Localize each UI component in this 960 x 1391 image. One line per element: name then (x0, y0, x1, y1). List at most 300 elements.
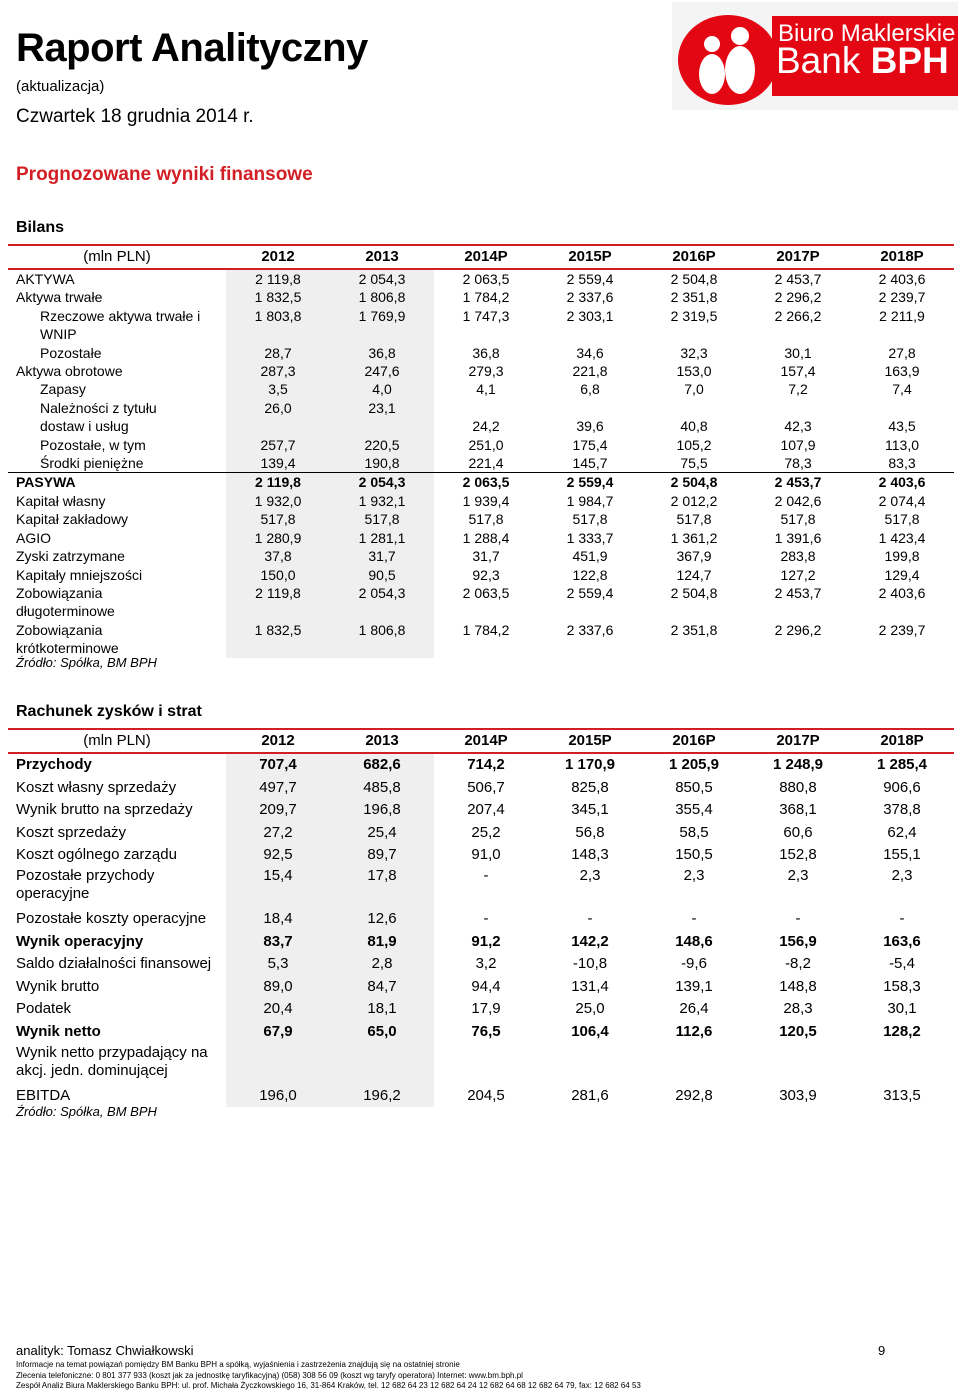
table-cell: 42,3 (784, 418, 812, 435)
row-label: EBITDA (16, 1086, 71, 1104)
table-cell: 209,7 (226, 799, 330, 822)
table-cell: 2,8 (330, 953, 434, 976)
table-cell: 26,4 (679, 1000, 709, 1018)
table-cell: -8,2 (785, 955, 811, 973)
table-cell: 2 559,4 (566, 584, 614, 601)
table-cell: 3,2 (475, 955, 497, 973)
rzis-title: Rachunek zysków i strat (16, 703, 202, 720)
bilans-col-header: 2016P (642, 245, 746, 269)
table-row (8, 362, 954, 380)
table-cell: 84,7 (330, 976, 434, 999)
table-cell: - (691, 909, 697, 927)
row-label: Kapitał zakładowy (16, 511, 129, 528)
row-label: AKTYWA (16, 271, 75, 287)
table-cell: 7,0 (684, 381, 704, 398)
row-label: Zobowiązania długoterminowe (16, 584, 115, 620)
table-cell: 2 063,5 (462, 584, 510, 601)
table-cell: 825,8 (571, 778, 609, 796)
table-cell: 2 239,7 (878, 289, 926, 306)
table-cell: 190,8 (330, 454, 434, 473)
rzis-col-header: 2017P (746, 729, 850, 753)
table-cell: 31,7 (330, 547, 434, 565)
table-cell: 18,1 (330, 998, 434, 1021)
table-cell: 27,8 (888, 344, 916, 361)
table-cell: 155,1 (883, 846, 921, 864)
report-subtitle: (aktualizacja) (16, 78, 105, 95)
table-cell: 3,5 (226, 380, 330, 398)
table-cell: 2 403,6 (878, 584, 926, 601)
row-label: Środki pieniężne (40, 455, 144, 472)
row-label: Rzeczowe aktywa trwałe i WNIP (40, 307, 201, 343)
table-cell: 251,0 (468, 436, 504, 453)
rzis-col-header: 2015P (538, 729, 642, 753)
section-title: Prognozowane wyniki finansowe (16, 164, 313, 185)
table-cell: 2 054,3 (330, 584, 434, 621)
bilans-source: Źródło: Spółka, BM BPH (16, 655, 157, 670)
table-cell: 281,6 (571, 1086, 609, 1104)
table-cell: 30,1 (784, 344, 812, 361)
table-cell: 2 504,8 (642, 473, 746, 492)
table-cell: 78,3 (784, 455, 812, 472)
table-cell: 25,2 (471, 823, 501, 841)
row-label: Wynik netto przypadający na akcj. jedn. dominującej (16, 1043, 208, 1080)
table-row (8, 799, 954, 822)
row-label: Aktywa obrotowe (16, 363, 123, 380)
table-row (8, 454, 954, 473)
table-row (8, 510, 954, 528)
row-label: Zobowiązania krótkoterminowe (16, 621, 119, 657)
table-cell: 89,7 (330, 844, 434, 867)
table-row (8, 753, 954, 777)
table-cell: 83,3 (888, 455, 916, 472)
row-label: Zapasy (40, 381, 86, 398)
table-cell: 2,3 (683, 866, 705, 884)
row-label: Pozostałe przychody operacyjne (16, 866, 155, 903)
table-cell: 1 285,4 (876, 756, 928, 773)
table-cell: 517,8 (676, 511, 712, 528)
table-cell: 150,5 (675, 846, 713, 864)
table-cell: 2 504,8 (670, 271, 718, 287)
bilans-col-header: 2012 (226, 245, 330, 269)
footer-contact: Zlecenia telefoniczne: 0 801 377 933 (koszt jak za jednostkę taryfikacyjną) (058) 308 56 09 (koszt wg taryfy operatora) Internet: www.bm.bph.pl (16, 1371, 523, 1380)
table-cell: 1 391,6 (774, 529, 822, 546)
table-cell: 2 054,3 (330, 473, 434, 492)
logo-text-bank: Bank BPH (776, 40, 949, 81)
table-cell: 40,8 (680, 418, 708, 435)
table-cell: 65,0 (330, 1021, 434, 1044)
table-cell: 1 423,4 (878, 529, 926, 546)
table-cell: 378,8 (883, 801, 921, 819)
table-cell: 32,3 (680, 344, 708, 361)
table-cell: -9,6 (681, 955, 707, 973)
table-cell: 451,9 (572, 548, 608, 565)
table-cell: 131,4 (571, 977, 609, 995)
table-cell: 158,3 (883, 977, 921, 995)
table-row (8, 844, 954, 867)
table-cell: 367,9 (676, 548, 712, 565)
table-cell: 196,0 (226, 1085, 330, 1108)
table-row (8, 1021, 954, 1044)
table-row (8, 436, 954, 454)
row-label: Należności z tytułu dostaw i usług (40, 399, 157, 435)
row-label: PASYWA (8, 473, 226, 492)
table-row (8, 529, 954, 547)
bilans-unit-header: (mln PLN) (8, 245, 226, 269)
table-cell: 1 769,9 (330, 307, 434, 344)
bilans-table (8, 244, 954, 658)
table-row (8, 269, 954, 288)
table-cell: 1 832,5 (226, 288, 330, 306)
table-cell: 1 806,8 (330, 621, 434, 658)
table-row (8, 547, 954, 565)
table-cell: 56,8 (575, 823, 605, 841)
table-cell: 517,8 (572, 511, 608, 528)
table-cell: 6,8 (580, 381, 600, 398)
table-cell: 92,3 (472, 566, 500, 583)
row-label: Koszt ogólnego zarządu (16, 846, 177, 864)
table-row (8, 998, 954, 1021)
row-label: Pozostałe (40, 344, 102, 361)
rzis-source: Źródło: Spółka, BM BPH (16, 1104, 157, 1119)
table-row (8, 822, 954, 845)
table-cell: 105,2 (676, 436, 712, 453)
table-cell: 31,7 (472, 548, 500, 565)
table-cell: 24,2 (472, 418, 500, 435)
table-cell: 2 403,6 (878, 271, 926, 287)
table-cell: 7,4 (892, 381, 912, 398)
rzis-unit-header: (mln PLN) (8, 729, 226, 753)
bilans-col-header: 2018P (850, 245, 954, 269)
table-cell: 4,1 (476, 381, 496, 398)
table-cell: 2 296,2 (774, 289, 822, 306)
rzis-col-header: 2014P (434, 729, 538, 753)
table-cell: 2 119,8 (226, 269, 330, 288)
table-cell: 1 205,9 (668, 756, 720, 773)
table-row (8, 492, 954, 510)
table-cell: 90,5 (330, 566, 434, 584)
table-cell: 142,2 (571, 932, 609, 950)
table-cell: 707,4 (226, 753, 330, 777)
bilans-col-header: 2015P (538, 245, 642, 269)
report-title: Raport Analityczny (16, 26, 368, 70)
table-cell: 28,7 (226, 344, 330, 362)
row-label: Koszt własny sprzedaży (16, 778, 177, 796)
table-cell: 4,0 (330, 380, 434, 398)
table-cell: 2 266,2 (774, 307, 822, 324)
table-cell (330, 1044, 434, 1085)
table-cell: 18,4 (226, 908, 330, 931)
logo-text-biuro: Biuro Maklerskie (778, 20, 956, 47)
table-cell: 89,0 (226, 976, 330, 999)
table-cell: 1 984,7 (566, 492, 614, 509)
table-cell: 20,4 (226, 998, 330, 1021)
row-label: Wynik brutto na sprzedaży (16, 801, 193, 819)
table-cell: 122,8 (572, 566, 608, 583)
table-cell: 163,9 (884, 363, 920, 380)
table-cell: 2 351,8 (670, 289, 718, 306)
table-cell: 75,5 (680, 455, 708, 472)
table-cell: 279,3 (468, 363, 504, 380)
row-label: Zyski zatrzymane (16, 548, 125, 565)
table-cell: 17,8 (330, 867, 434, 908)
table-cell: 175,4 (572, 436, 608, 453)
table-row (8, 867, 954, 908)
table-cell: 1 939,4 (462, 492, 510, 509)
table-cell: 91,2 (471, 932, 501, 950)
table-row (8, 931, 954, 954)
table-cell: 2,3 (579, 866, 601, 884)
table-cell: 2 351,8 (670, 621, 718, 638)
table-cell: 1 932,0 (226, 492, 330, 510)
table-cell: 2 054,3 (330, 269, 434, 288)
table-cell (538, 1044, 642, 1085)
table-row (8, 288, 954, 306)
row-label: Wynik operacyjny (16, 932, 144, 950)
table-cell: 1 803,8 (226, 307, 330, 344)
table-cell: 37,8 (226, 547, 330, 565)
table-row (8, 473, 954, 492)
table-cell: 81,9 (330, 931, 434, 954)
bilans-col-header: 2017P (746, 245, 850, 269)
table-cell: 517,8 (330, 510, 434, 528)
table-cell: 221,4 (468, 455, 504, 472)
table-cell: 76,5 (471, 1022, 501, 1040)
table-cell: 517,8 (884, 511, 920, 528)
table-cell: 39,6 (576, 418, 604, 435)
table-cell: 23,1 (330, 399, 434, 436)
table-cell: 7,2 (788, 381, 808, 398)
table-cell: 1 361,2 (670, 529, 718, 546)
table-cell: 517,8 (226, 510, 330, 528)
row-label: Aktywa trwałe (16, 289, 103, 306)
table-cell: - (483, 866, 489, 884)
row-label: AGIO (16, 529, 52, 546)
table-cell: 2 559,4 (566, 271, 614, 287)
table-cell: 91,0 (471, 846, 501, 864)
table-cell: 2 119,8 (226, 584, 330, 621)
table-cell: -5,4 (889, 955, 915, 973)
logo-text-grupa: grupa GE Capital (860, 79, 958, 93)
table-cell: 1 784,2 (462, 289, 510, 306)
table-cell: 714,2 (467, 756, 505, 773)
table-cell: 1 784,2 (462, 621, 510, 638)
table-cell: 2,3 (891, 866, 913, 884)
row-label: Kapitał własny (16, 492, 106, 509)
report-date: Czwartek 18 grudnia 2014 r. (16, 106, 254, 127)
bilans-title: Bilans (16, 219, 65, 236)
table-cell: - (899, 909, 905, 927)
table-cell: 5,3 (226, 953, 330, 976)
rzis-col-header: 2013 (330, 729, 434, 753)
table-cell: 1 932,1 (330, 492, 434, 510)
table-cell: 156,9 (779, 932, 817, 950)
rzis-col-header: 2018P (850, 729, 954, 753)
row-label: Kapitały mniejszości (16, 566, 143, 583)
table-cell (746, 1044, 850, 1085)
table-cell: 1 281,1 (330, 529, 434, 547)
table-cell: 368,1 (779, 801, 817, 819)
table-cell: 2 119,8 (226, 473, 330, 492)
table-cell: 257,7 (226, 436, 330, 454)
table-cell (642, 1044, 746, 1085)
row-label: Pozostałe koszty operacyjne (16, 909, 207, 927)
page-number: 9 (878, 1343, 886, 1358)
table-cell: 2 453,7 (774, 584, 822, 601)
table-cell: 83,7 (226, 931, 330, 954)
table-row (8, 953, 954, 976)
row-label: Wynik netto (16, 1022, 101, 1040)
table-cell: 153,0 (676, 363, 712, 380)
table-cell: 27,2 (226, 822, 330, 845)
table-cell: - (795, 909, 801, 927)
table-cell: 2 559,4 (538, 473, 642, 492)
table-cell: 313,5 (883, 1086, 921, 1104)
table-cell: 12,6 (330, 908, 434, 931)
table-cell: 62,4 (887, 823, 917, 841)
table-row (8, 344, 954, 362)
table-cell: 517,8 (468, 511, 504, 528)
table-cell: 25,0 (575, 1000, 605, 1018)
table-cell: 506,7 (467, 778, 505, 796)
table-row (8, 908, 954, 931)
row-label: Saldo działalności finansowej (16, 955, 212, 973)
table-cell: 15,4 (226, 867, 330, 908)
table-cell (434, 1044, 538, 1085)
table-cell: 124,7 (676, 566, 712, 583)
rzis-table (8, 728, 954, 1107)
table-cell: 2 319,5 (670, 307, 718, 324)
row-label: Wynik brutto (16, 977, 100, 995)
table-cell: 517,8 (780, 511, 816, 528)
table-cell: 850,5 (675, 778, 713, 796)
row-label: Podatek (16, 1000, 72, 1018)
table-row (8, 399, 954, 436)
table-cell: 2 063,5 (462, 271, 510, 287)
table-cell: 1 248,9 (772, 756, 824, 773)
table-cell: 199,8 (884, 548, 920, 565)
table-cell: 129,4 (884, 566, 920, 583)
table-cell: 2 211,9 (879, 307, 925, 324)
table-cell: 17,9 (471, 1000, 501, 1018)
table-cell: 58,5 (679, 823, 709, 841)
table-cell: 30,1 (887, 1000, 917, 1018)
table-cell: 148,3 (571, 846, 609, 864)
table-cell: 196,2 (330, 1085, 434, 1108)
row-label: Przychody (16, 756, 92, 773)
table-cell: 497,7 (226, 777, 330, 800)
table-cell: 220,5 (330, 436, 434, 454)
table-row (8, 584, 954, 621)
table-cell: 150,0 (226, 566, 330, 584)
table-cell: 139,4 (226, 454, 330, 473)
table-cell: 67,9 (226, 1021, 330, 1044)
rzis-col-header: 2016P (642, 729, 746, 753)
table-cell: 25,4 (330, 822, 434, 845)
table-cell: 292,8 (675, 1086, 713, 1104)
table-cell: 303,9 (779, 1086, 817, 1104)
row-label: Pozostałe, w tym (40, 436, 146, 453)
footer-address: Zespół Analiz Biura Maklerskiego Banku BPH: ul. prof. Michała Życzkowskiego 16, 31-864 Kraków, tel. 12 682 64 23 12 682 64 24 12 682 64 68 12 682 64 79, fax: 12 682 64 53 (16, 1381, 641, 1390)
table-cell: 2 296,2 (774, 621, 822, 638)
table-cell: 2 453,7 (774, 271, 822, 287)
table-cell: 1 333,7 (566, 529, 614, 546)
table-cell: 2 504,8 (670, 584, 718, 601)
table-cell: 152,8 (779, 846, 817, 864)
table-cell: 128,2 (883, 1022, 921, 1040)
table-cell: 106,4 (571, 1022, 609, 1040)
table-cell: 145,7 (572, 455, 608, 472)
table-cell: 880,8 (779, 778, 817, 796)
table-cell: 1 832,5 (226, 621, 330, 658)
table-cell: 113,0 (885, 436, 919, 453)
row-label: Koszt sprzedaży (16, 823, 127, 841)
table-cell: 120,5 (779, 1022, 817, 1040)
table-cell: -10,8 (572, 955, 608, 973)
table-cell: 355,4 (675, 801, 713, 819)
table-cell: 1 170,9 (564, 756, 616, 773)
bilans-col-header: 2014P (434, 245, 538, 269)
table-cell: 163,6 (883, 932, 921, 950)
table-cell: 682,6 (330, 753, 434, 777)
table-cell: 34,6 (576, 344, 604, 361)
table-row (8, 380, 954, 398)
bilans-col-header: 2013 (330, 245, 434, 269)
table-cell: 247,6 (330, 362, 434, 380)
table-cell: - (587, 909, 593, 927)
table-cell: 221,8 (572, 363, 608, 380)
table-row (8, 621, 954, 658)
table-cell: - (483, 909, 489, 927)
table-cell: 36,8 (330, 344, 434, 362)
table-cell: 906,6 (883, 778, 921, 796)
table-row (8, 566, 954, 584)
table-cell: 287,3 (226, 362, 330, 380)
table-cell: 1 747,3 (462, 307, 510, 324)
table-cell: 148,6 (675, 932, 713, 950)
table-cell: 112,6 (675, 1022, 713, 1040)
table-cell: 2 074,4 (878, 492, 926, 509)
table-cell: 43,5 (888, 418, 916, 435)
analyst-name: analityk: Tomasz Chwiałkowski (16, 1343, 194, 1358)
table-cell: 196,8 (330, 799, 434, 822)
table-cell: 2 337,6 (566, 289, 614, 306)
table-cell: 2 337,6 (566, 621, 614, 638)
table-cell: 2 042,6 (774, 492, 822, 509)
table-cell: 2 239,7 (878, 621, 926, 638)
table-cell: 60,6 (783, 823, 813, 841)
table-cell: 148,8 (779, 977, 817, 995)
table-cell: 204,5 (467, 1086, 505, 1104)
table-cell: 2 303,1 (566, 307, 614, 324)
table-cell: 36,8 (472, 344, 500, 361)
table-cell: 2,3 (787, 866, 809, 884)
table-cell: 1 280,9 (226, 529, 330, 547)
footer-disclaimer: Informacje na temat powiązań pomiędzy BM Banku BPH a spółką, wyjaśnienia i zastrzeżenia znajdują się na ostatniej stronie (16, 1360, 460, 1369)
table-cell: 2 012,2 (670, 492, 718, 509)
table-cell: 2 403,6 (850, 473, 954, 492)
table-row (8, 307, 954, 344)
table-cell: 2 063,5 (434, 473, 538, 492)
table-cell: 1 806,8 (330, 288, 434, 306)
table-cell: 485,8 (330, 777, 434, 800)
table-cell: 345,1 (571, 801, 609, 819)
table-cell: 139,1 (675, 977, 713, 995)
table-cell: 283,8 (780, 548, 816, 565)
table-row (8, 976, 954, 999)
table-cell: 127,2 (780, 566, 816, 583)
table-cell: 107,9 (780, 436, 816, 453)
table-cell (850, 1044, 954, 1085)
